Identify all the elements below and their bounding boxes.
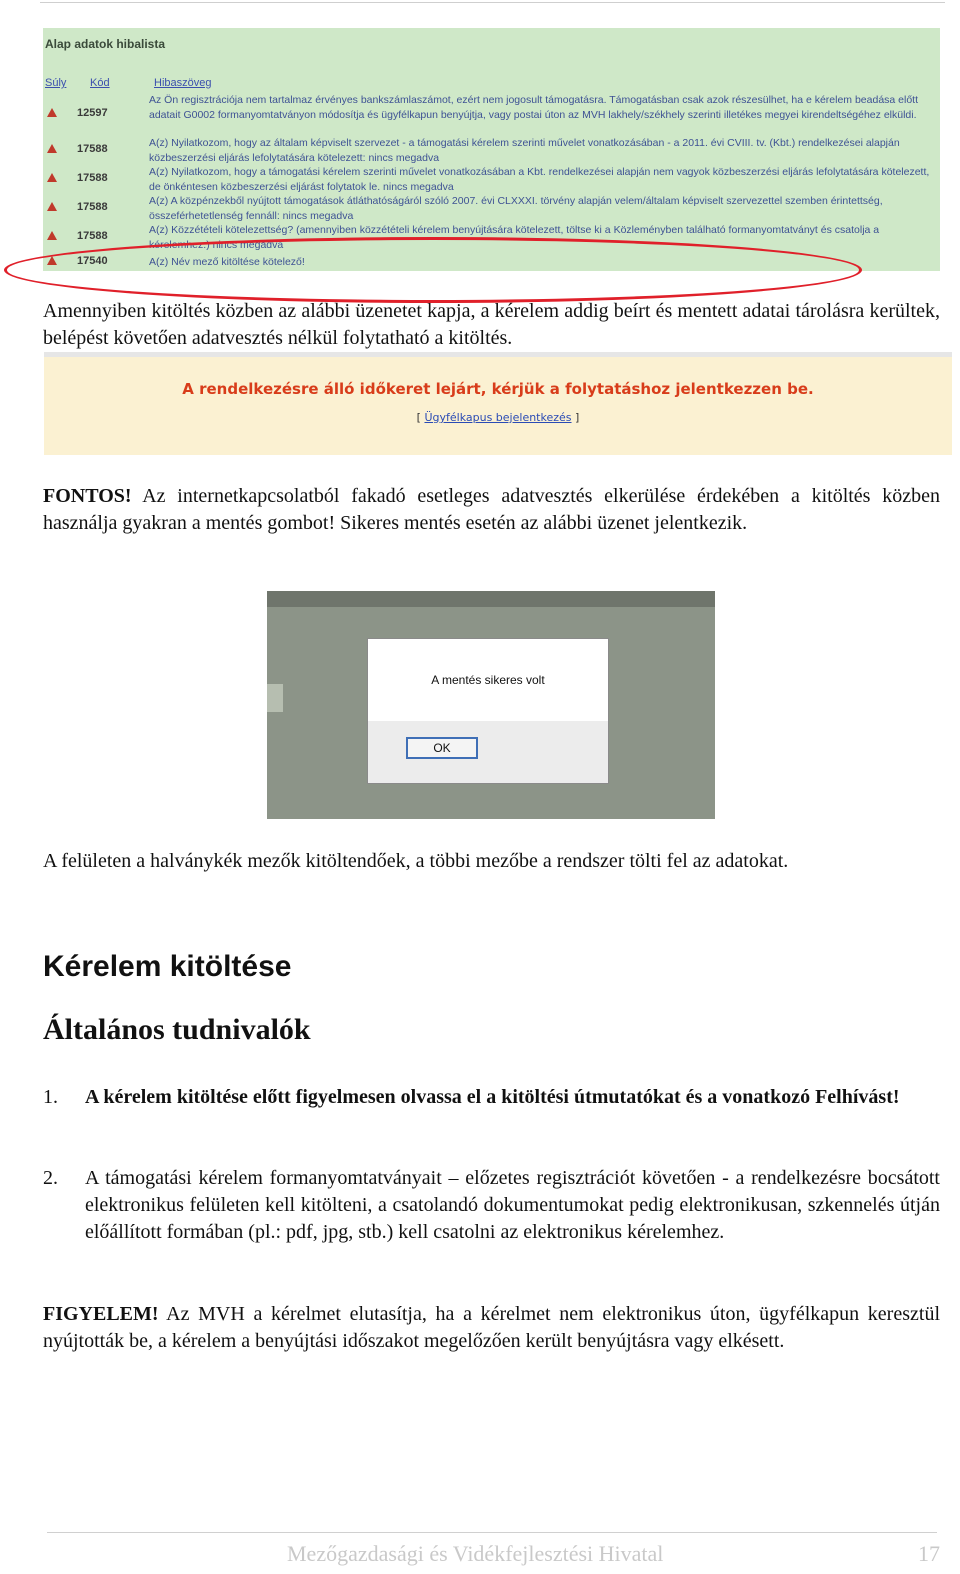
window-top-bar (267, 591, 715, 607)
warning-icon (47, 231, 57, 240)
login-link-wrapper (44, 411, 952, 424)
footer-rule (47, 1532, 937, 1533)
list-item-number: 2. (43, 1167, 58, 1189)
subsection-heading: Általános tudnivalók (43, 1013, 311, 1046)
error-text: A(z) Nyilatkozom, hogy a támogatási kérelem szerinti művelet vonatkozásában a Kbt. rendelkezései alapján nem vagyok közbeszerzési eljárás lefolytatására kötelezett, de önkéntesen közbeszerzési eljárást folytatok le. nincs megadva (149, 166, 930, 193)
error-code: 12597 (77, 107, 108, 119)
paragraph-fields: A felületen a halványkék mezők kitöltendőek, a többi mezőbe a rendszer tölti fel az adatokat. (43, 850, 789, 872)
error-list-screenshot (43, 28, 940, 271)
error-code: 17588 (77, 143, 108, 155)
warning-icon (47, 173, 57, 182)
ok-button[interactable]: OK (406, 737, 478, 759)
highlight-oval (4, 237, 862, 303)
paragraph-fontos (43, 483, 940, 537)
figyelem-label: FIGYELEM! (43, 1303, 159, 1325)
page-number: 17 (918, 1541, 940, 1566)
list-item (43, 1084, 940, 1111)
fontos-text: Az internetkapcsolatból fakadó esetleges adatvesztés elkerülése érdekében a kitöltés közben használja gyakran a mentés gombot! Sikeres mentés esetén az alábbi üzenet jelentkezik. (43, 485, 940, 534)
window-side-panel (267, 684, 283, 712)
column-header-code[interactable]: Kód (90, 77, 110, 89)
paragraph-save-info: Amennyiben kitöltés közben az alábbi üzenetet kapja, a kérelem addig beírt és mentett adatai tárolásra kerültek, belépést követően adatvesztés nélkül folytatható a kitöltés. (43, 300, 940, 349)
warning-icon (47, 202, 57, 211)
error-text: Az Ön regisztrációja nem tartalmaz érvényes bankszámlaszámot, ezért nem jogosult támogatásra. Támogatásban csak azok részesülhet, ha e kérelem beadása előtt adatait G0002 formanyomtatványon módosítja és ügyfélkapun benyújtja, vagy postai úton az MVH lakhely/székhely szerinti illetékes megyei kirendeltségéhez elküldi. (149, 94, 919, 121)
figyelem-text: Az MVH a kérelmet elutasítja, ha a kérelmet nem elektronikus úton, ügyfélkapun keresztül nyújtották be, a kérelem a benyújtási időszakot megelőzően került benyújtásra vagy elkésett. (43, 1303, 940, 1352)
error-code: 17588 (77, 230, 108, 242)
paragraph-figyelem (43, 1301, 940, 1355)
save-dialog-screenshot (267, 591, 715, 819)
timeout-screenshot (44, 352, 952, 455)
error-code: 17588 (77, 172, 108, 184)
error-text: A(z) Név mező kitöltése kötelező! (149, 256, 305, 268)
list-item-text: A támogatási kérelem formanyomtatványait – előzetes regisztrációt követően - a rendelkezésre bocsátott elektronikus felületen kell kitölteni, a csatolandó dokumentumokat pedig elektronikusan, szkennelés útján előállított formában (pl.: pdf, jpg, stb.) kell csatolni az elektronikus kérelemhez. (85, 1167, 940, 1243)
warning-icon (47, 144, 57, 153)
error-text: A(z) A közpénzekből nyújtott támogatások átláthatóságáról szóló 2007. évi CLXXXI. törvény alapján velem/általam képviselt szervezettel szemben érintettség, összeférhetetlenség fennáll: nincs megadva (149, 195, 883, 222)
bracket-close: ] (571, 411, 580, 424)
save-success-dialog (367, 638, 609, 784)
bracket-open: [ (416, 411, 425, 424)
login-link[interactable]: Ügyfélkapus bejelentkezés (424, 411, 572, 424)
error-list-title: Alap adatok hibalista (45, 37, 166, 51)
toolbar-strip (44, 352, 952, 357)
top-rule (40, 2, 945, 3)
list-item (43, 1165, 940, 1246)
error-code: 17588 (77, 201, 108, 213)
timeout-message: A rendelkezésre álló időkeret lejárt, kérjük a folytatáshoz jelentkezzen be. (182, 380, 814, 398)
dialog-footer (368, 721, 608, 783)
list-item-number: 1. (43, 1086, 58, 1108)
error-text: A(z) Közzétételi kötelezettség? (amennyiben közzétételi kérelem benyújtására kötelezett, töltse ki a Közleményben található formanyomtatványt és csatolja a kérelemhez.) nincs megadva (149, 224, 880, 251)
error-code: 17540 (77, 255, 108, 267)
warning-icon (47, 108, 57, 117)
column-header-weight[interactable]: Súly (45, 77, 67, 89)
list-item-text: A kérelem kitöltése előtt figyelmesen olvassa el a kitöltési útmutatókat és a vonatkozó Felhívást! (85, 1086, 900, 1108)
footer-organization: Mezőgazdasági és Vidékfejlesztési Hivatal (287, 1541, 664, 1566)
fontos-label: FONTOS! (43, 485, 132, 507)
error-text: A(z) Nyilatkozom, hogy az általam képviselt szervezet - a támogatási kérelem szerinti művelet vonatkozásában - a 2011. évi CVIII. tv. (Kbt.) rendelkezései alapján közbeszerzési eljárás lefolytatására kötelezett: nincs megadva (149, 137, 900, 164)
dialog-message: A mentés sikeres volt (431, 673, 545, 687)
column-header-error-text[interactable]: Hibaszöveg (154, 77, 212, 89)
section-heading: Kérelem kitöltése (43, 950, 292, 983)
